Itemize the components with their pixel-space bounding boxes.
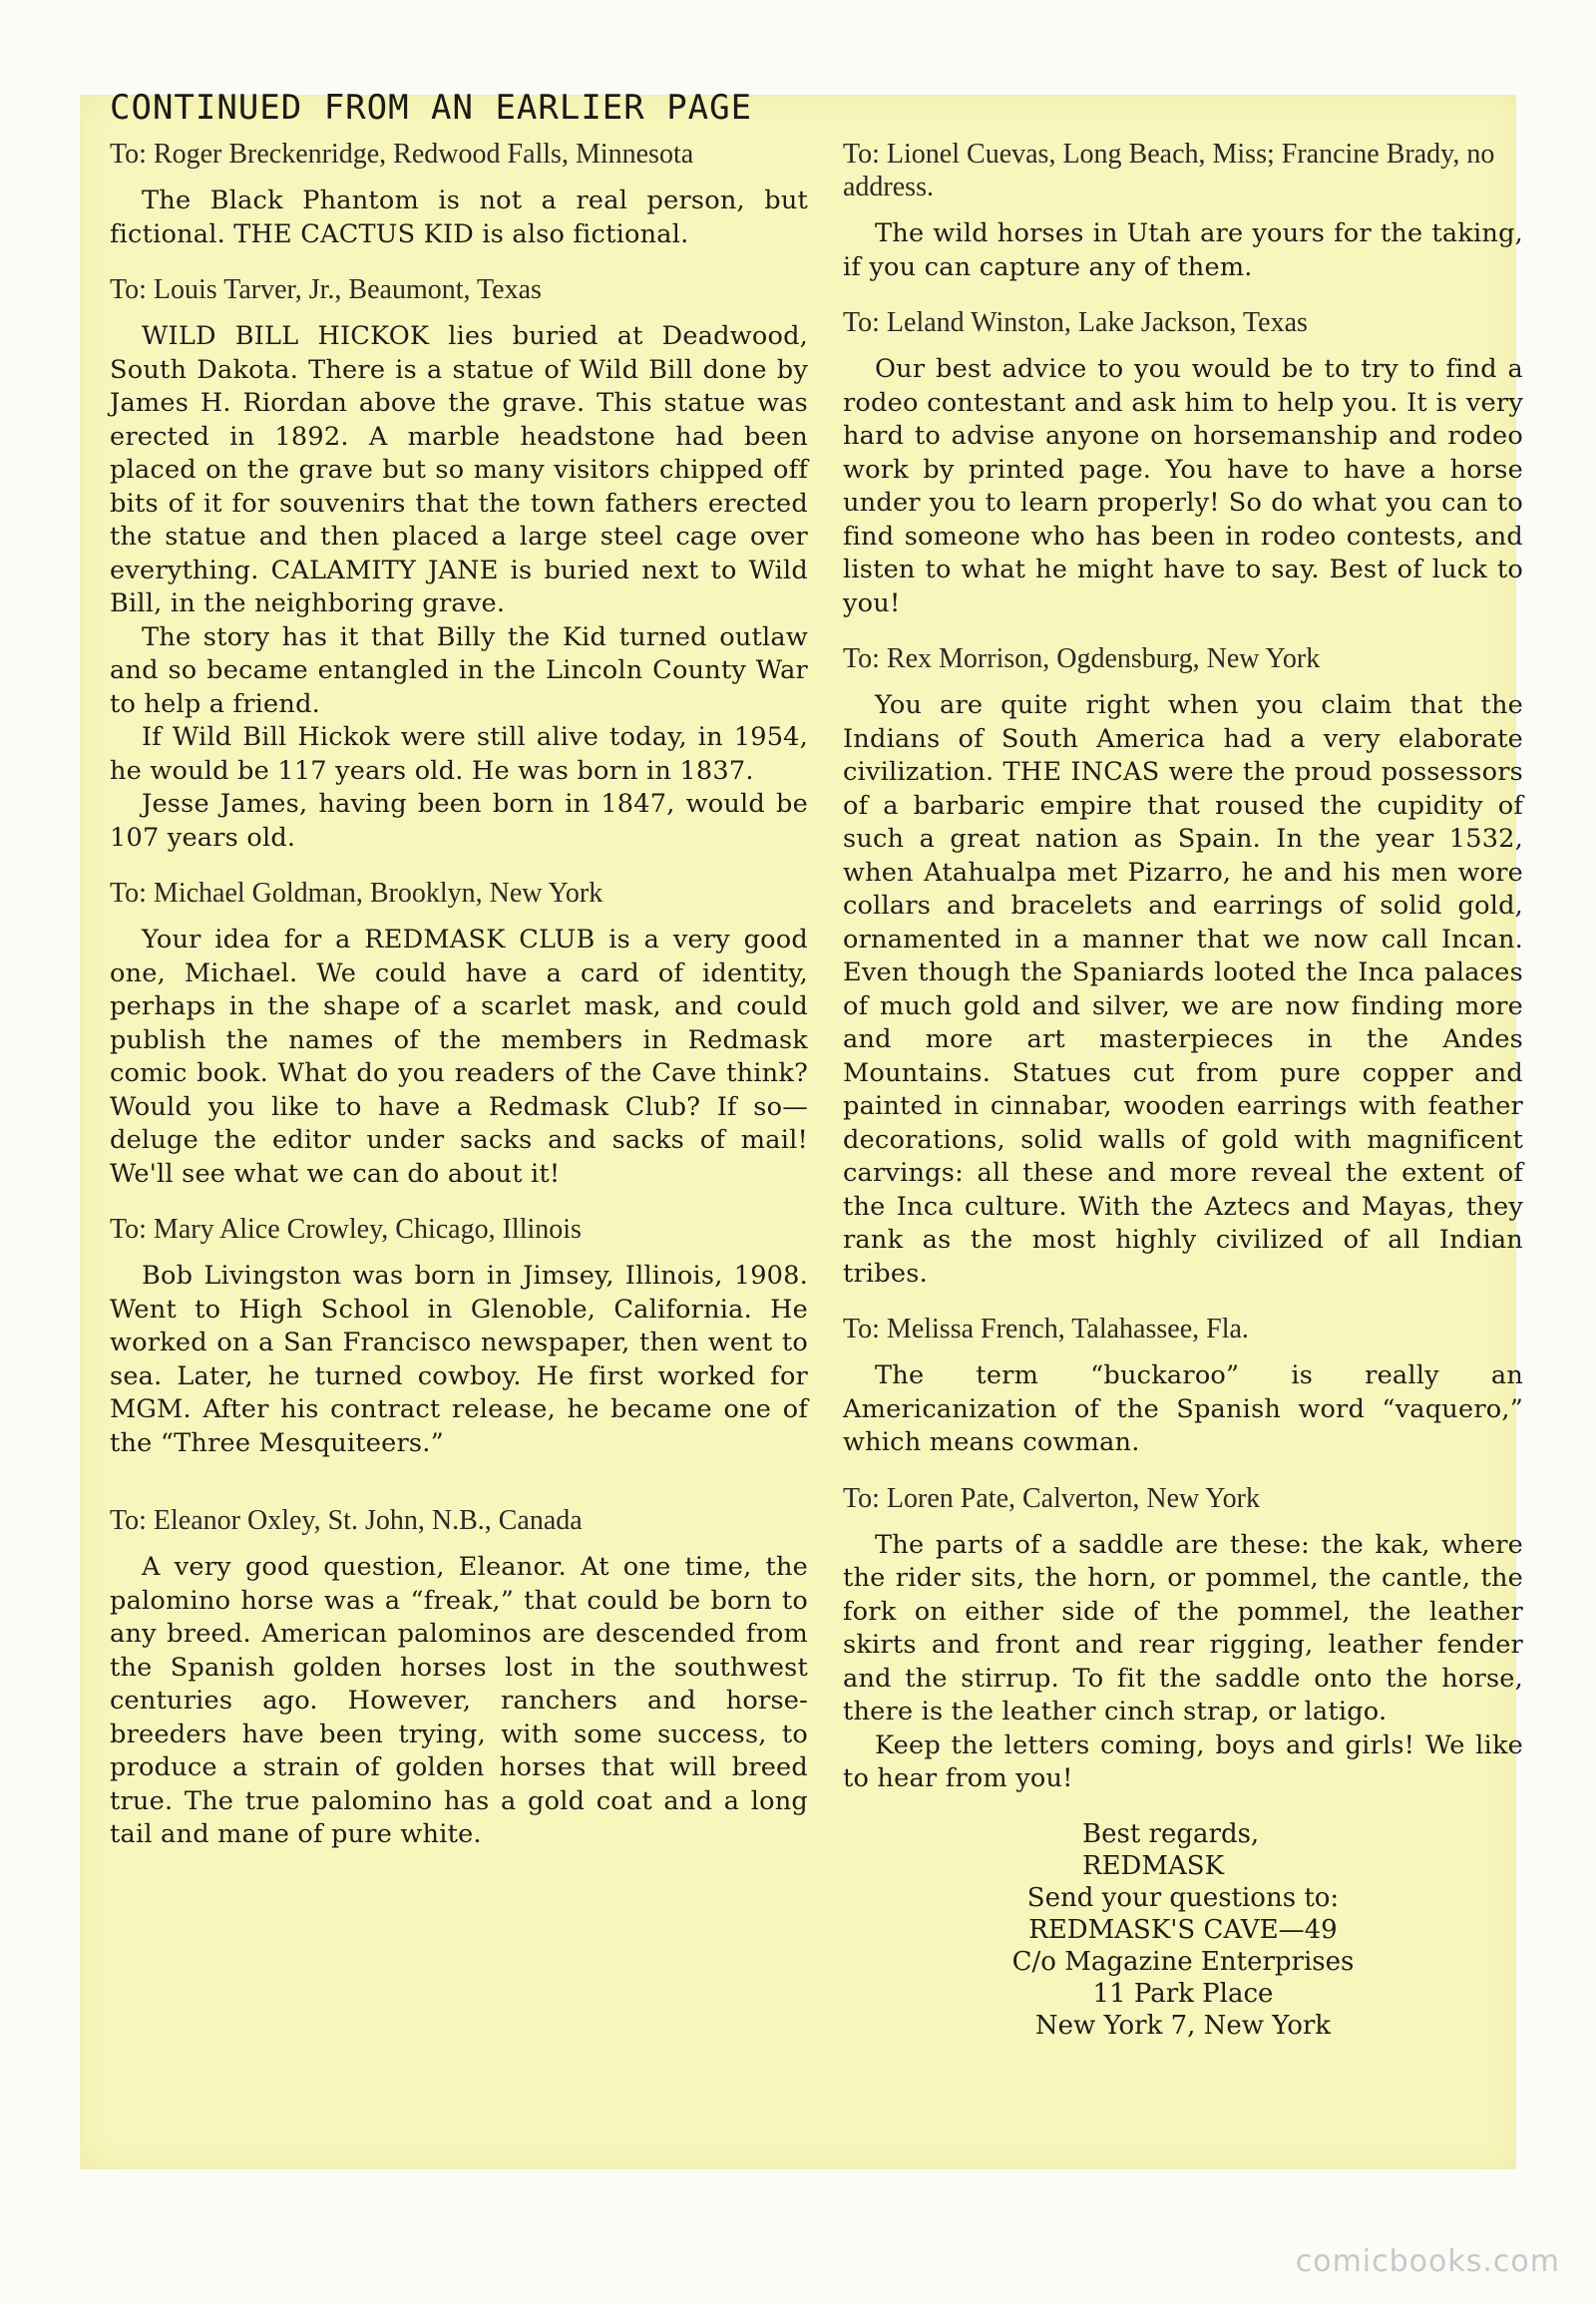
recipient-line: To: Lionel Cuevas, Long Beach, Miss; Francine Brady, no address. <box>843 139 1495 203</box>
signoff-name: REDMASK <box>1082 1850 1225 1881</box>
letter-reply <box>110 273 808 855</box>
reply-paragraph: Our best advice to you would be to try to find a rodeo contestant and ask him to help you. It is very hard to advise anyone on horsemanship and rodeo work by printed page. You have to have a horse under you to learn properly! So do what you can to find someone who has been in rodeo contests, and listen to what he might have to say. Best of luck to you! <box>843 354 1523 618</box>
recipient-line: To: Loren Pate, Calverton, New York <box>843 1482 1260 1514</box>
signoff-city-line: New York 7, New York <box>1034 2010 1332 2041</box>
signoff-send-line: Send your questions to: <box>1026 1882 1340 1913</box>
left-column <box>110 138 808 1874</box>
letter-reply <box>843 1313 1523 1460</box>
reply-paragraph: A very good question, Eleanor. At one time, the palomino horse was a “freak,” that could be born to any breed. American palominos are descended from the Spanish golden horses lost in the southwest centuries ago. However, ranchers and horse-breeders have been trying, with some success, to produce a strain of golden horses that will breed true. The true palomino has a gold coat and a long tail and mane of pure white. <box>110 1552 808 1850</box>
letter-reply <box>843 642 1523 1291</box>
reply-paragraph: The term “buckaroo” is really an Americanization of the Spanish word “vaquero,” which means cowman. <box>843 1360 1523 1458</box>
continued-header: CONTINUED FROM AN EARLIER PAGE <box>110 88 753 128</box>
recipient-line: To: Michael Goldman, Brooklyn, New York <box>110 878 603 910</box>
reply-paragraph: WILD BILL HICKOK lies buried at Deadwood, South Dakota. There is a statue of Wild Bill done by James H. Riordan above the grave. This statue was erected in 1892. A marble headstone had been placed on the grave but so many visitors chipped off bits of it for souvenirs that the town fathers erected the statue and then placed a large steel cage over everything. CALAMITY JANE is buried next to Wild Bill, in the neighboring grave. <box>110 321 808 619</box>
right-column <box>843 138 1523 2042</box>
reply-paragraph: If Wild Bill Hickok were still alive today, in 1954, he would be 117 years old. He was born in 1837. <box>110 722 808 786</box>
reply-paragraph: Keep the letters coming, boys and girls! We like to hear from you! <box>843 1729 1523 1794</box>
recipient-line: To: Louis Tarver, Jr., Beaumont, Texas <box>110 274 542 306</box>
letter-reply <box>110 1213 808 1460</box>
recipient-line <box>110 138 808 171</box>
letter-reply <box>843 1482 1523 1796</box>
recipient-line: To: Leland Winston, Lake Jackson, Texas <box>843 307 1308 339</box>
site-watermark: comicbooks.com <box>1295 2244 1560 2279</box>
recipient-line: To: Melissa French, Talahassee, Fla. <box>843 1314 1249 1345</box>
letter-reply <box>843 138 1523 284</box>
reply-paragraph: You are quite right when you claim that the Indians of South America had a very elaborate civilization. THE INCAS were the proud possessors of a barbaric empire that roused the cupidity of such a great nation as Spain. In the year 1532, when Atahualpa met Pizarro, he and his men wore collars and bracelets and earrings of solid gold, ornamented in a manner that we now call Incan. Even though the Spaniards looted the Inca palaces of much gold and silver, we are now finding more and more art masterpieces in the Andes Mountains. Statues cut from pure copper and painted in cinnabar, wooden earrings with feather decorations, solid walls of gold with magnificent carvings: all these and more reveal the extent of the Inca culture. With the Aztecs and Mayas, they rank as the most highly civilized of all Indian tribes. <box>843 690 1523 1289</box>
reply-paragraph: The parts of a saddle are these: the kak, where the rider sits, the horn, or pommel, the cantle, the fork on either side of the pommel, the leather skirts and front and rear rigging, leather fender and the stirrup. To fit the saddle onto the horse, there is the leather cinch strap, or latigo. <box>843 1529 1523 1727</box>
reply-paragraph: Jesse James, having been born in 1847, would be 107 years old. <box>110 789 808 853</box>
letter-reply <box>843 306 1523 620</box>
reply-paragraph: Your idea for a REDMASK CLUB is a very good one, Michael. We could have a card of identity, perhaps in the shape of a scarlet mask, and could publish the names of the members in Redmask comic book. What do you readers of the Cave think? Would you like to have a Redmask Club? If so—deluge the editor under sacks and sacks of mail! We'll see what we can do about it! <box>110 925 808 1189</box>
signoff-street-line: 11 Park Place <box>1092 1978 1274 2009</box>
reply-paragraph: The wild horses in Utah are yours for the taking, if you can capture any of them. <box>843 218 1523 282</box>
signoff-cave-line: REDMASK'S CAVE—49 <box>1028 1914 1338 1945</box>
signoff-regards: Best regards, <box>1082 1818 1260 1849</box>
recipient-text: To: Roger Breckenridge, Redwood Falls, Minnesota <box>110 139 694 170</box>
reply-paragraph: The story has it that Billy the Kid turned outlaw and so became entangled in the Lincoln County War to help a friend. <box>110 621 808 719</box>
letter-reply <box>110 1504 808 1852</box>
recipient-line: To: Mary Alice Crowley, Chicago, Illinois <box>110 1214 582 1246</box>
recipient-line: To: Eleanor Oxley, St. John, N.B., Canada <box>110 1505 583 1537</box>
reply-paragraph: Bob Livingston was born in Jimsey, Illinois, 1908. Went to High School in Glenoble, California. He worked on a San Francisco newspaper, then went to sea. Later, he turned cowboy. He first worked for MGM. After his contract release, he became one of the “Three Mesquiteers.” <box>110 1261 808 1458</box>
letter-reply <box>110 877 808 1191</box>
signoff <box>843 1818 1523 2042</box>
signoff-co-line: C/o Magazine Enterprises <box>1011 1946 1355 1977</box>
recipient-line: To: Rex Morrison, Ogdensburg, New York <box>843 643 1321 675</box>
reply-paragraph: The Black Phantom is not a real person, but fictional. THE CACTUS KID is also fictional. <box>110 186 808 249</box>
letter-reply <box>110 138 808 251</box>
